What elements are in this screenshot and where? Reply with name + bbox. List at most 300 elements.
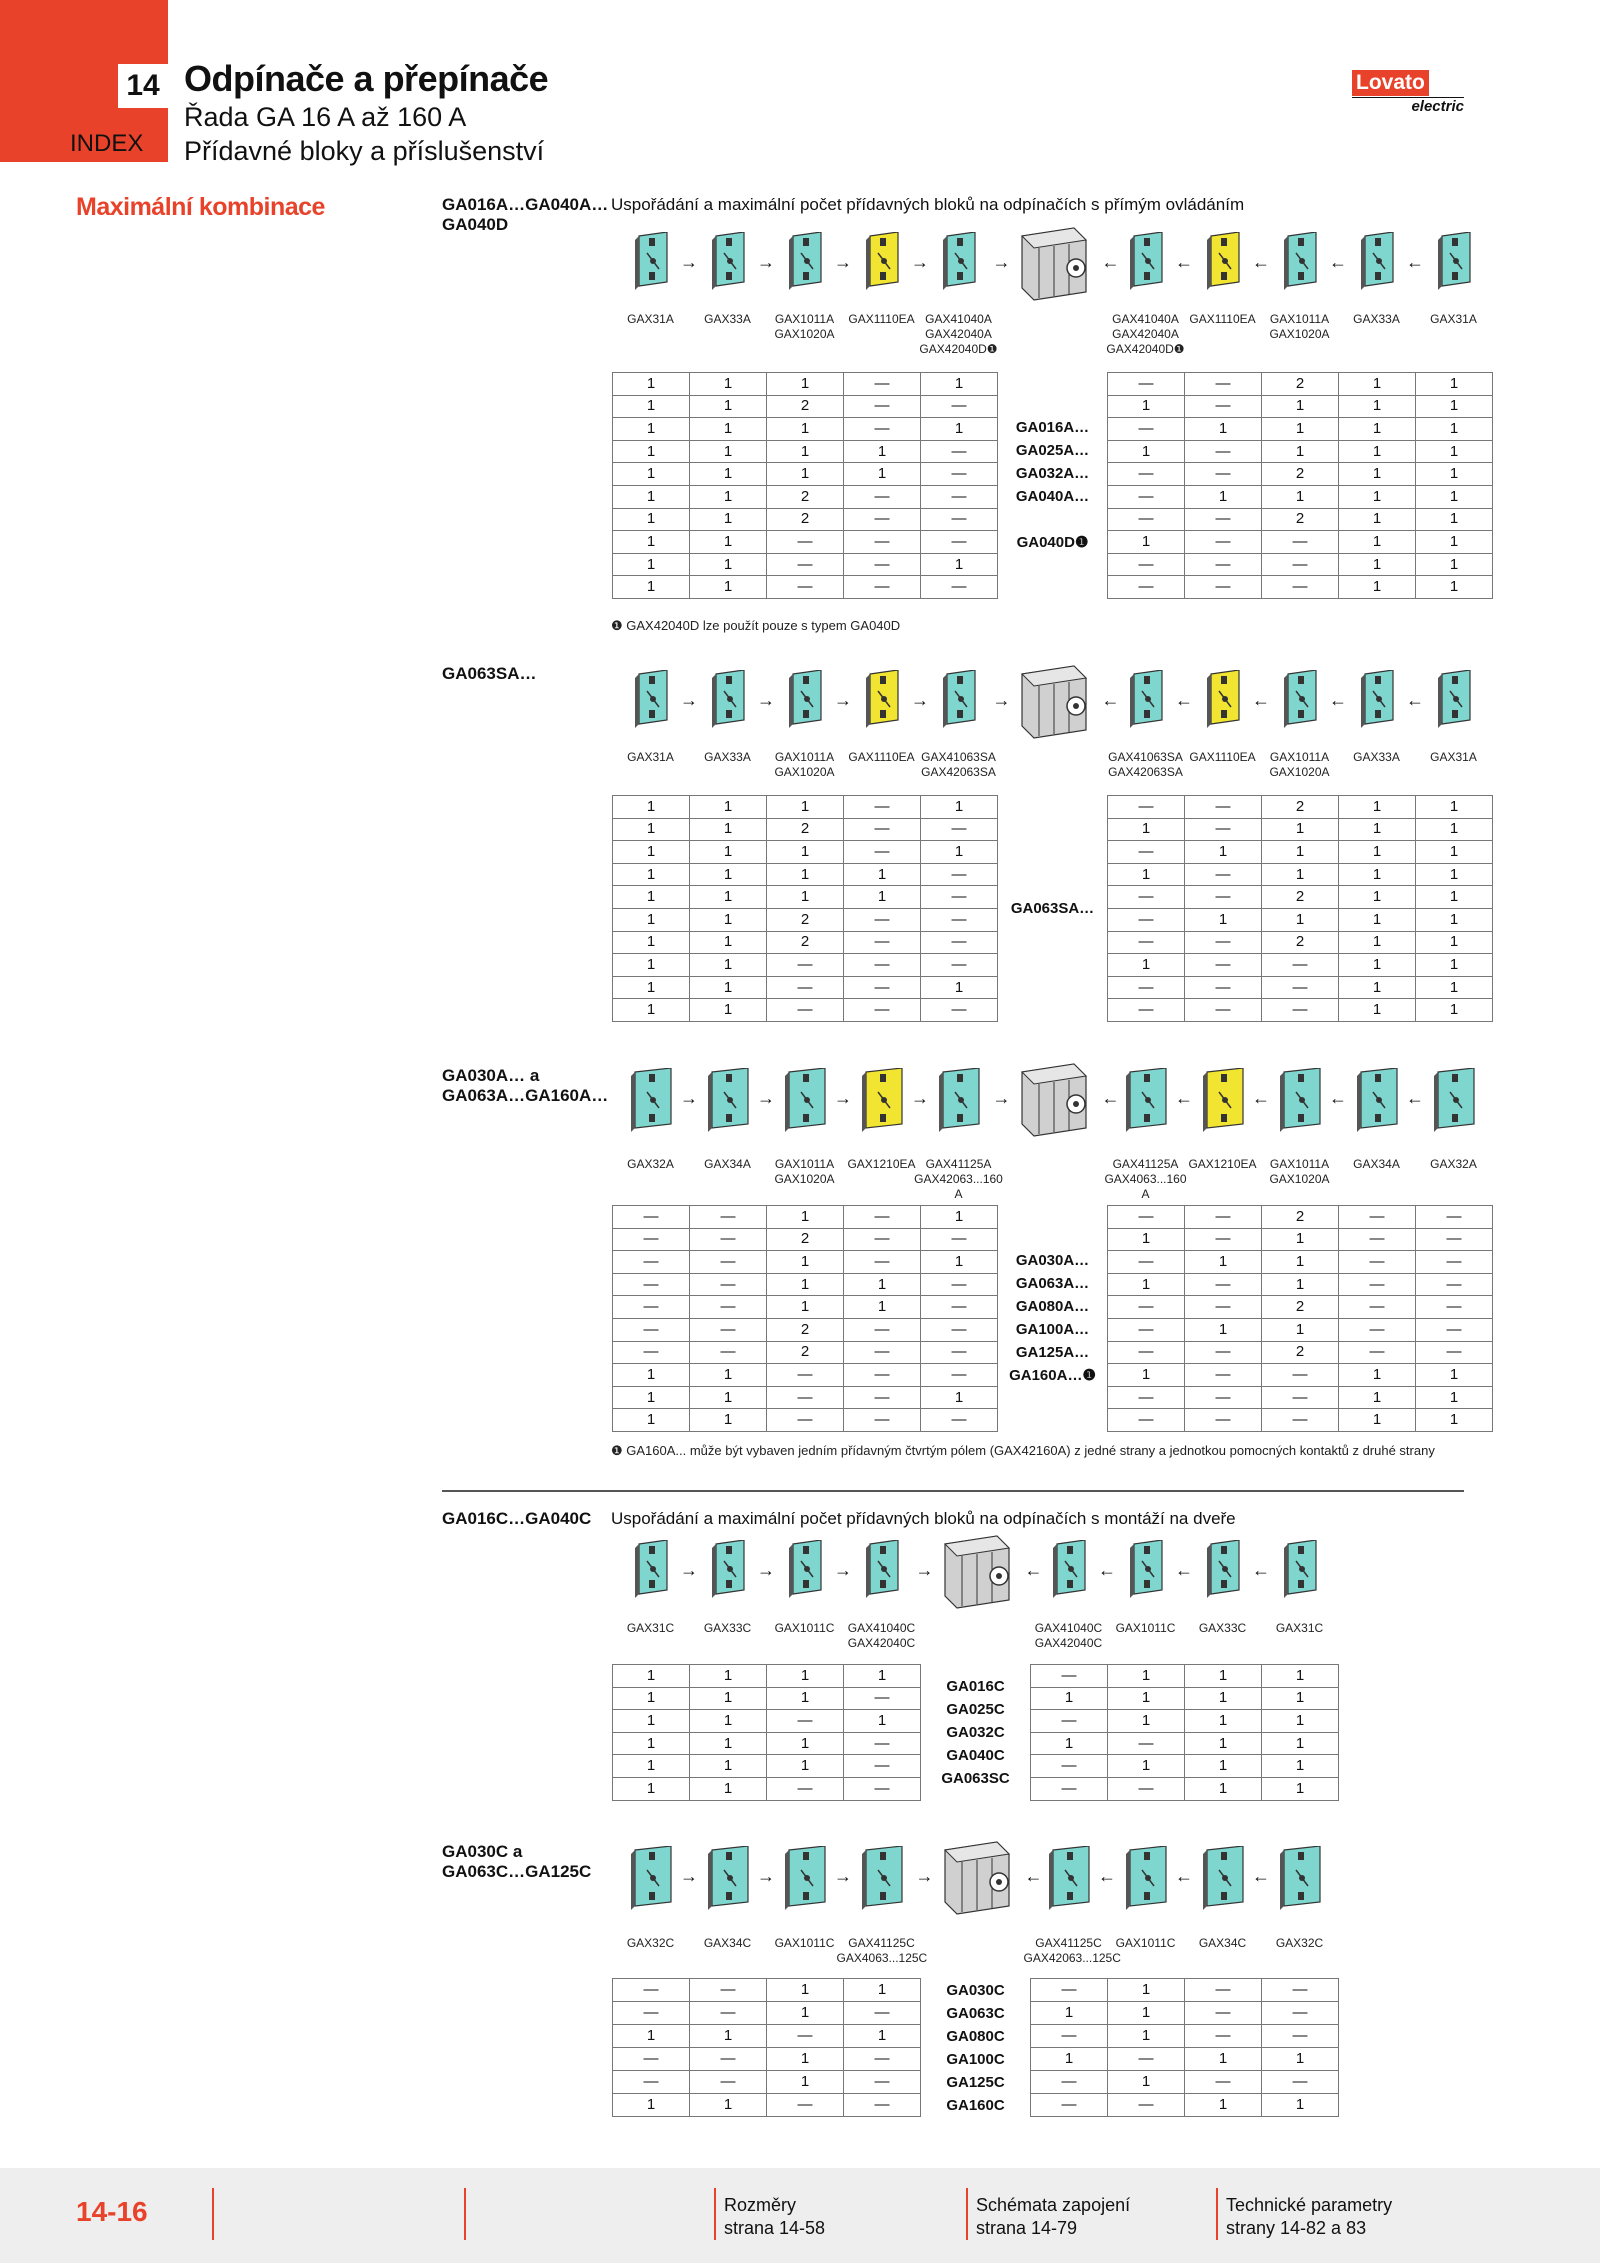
table-cell: — bbox=[921, 931, 998, 954]
table-cell: 1 bbox=[613, 1364, 690, 1387]
arrow-left-icon: ← bbox=[1101, 690, 1120, 710]
footnote: ❶ GA160A... může být vybaven jedním přídavným čtvrtým pólem (GAX42160A) z jedné strany a jednotkou pomocných kontaktů z druhé strany bbox=[611, 1443, 1435, 1458]
table-cell: 1 bbox=[613, 553, 690, 576]
table-cell: 1 bbox=[1416, 999, 1493, 1022]
device-code-line: GAX34C bbox=[703, 1936, 752, 1950]
table-cell: 1 bbox=[613, 395, 690, 418]
device-code bbox=[1255, 1621, 1345, 1636]
table-cell: 1 bbox=[1185, 841, 1262, 864]
table-cell: 2 bbox=[1262, 886, 1339, 909]
device-code-line: GAX33A bbox=[1353, 750, 1400, 764]
table-cell: — bbox=[844, 1341, 921, 1364]
arrow-right-icon: → bbox=[680, 1560, 698, 1580]
table-cell: — bbox=[613, 2071, 690, 2094]
device-code-line: GAX41125C bbox=[848, 1936, 915, 1950]
table-cell: 1 bbox=[767, 373, 844, 396]
table-cell: — bbox=[1185, 2071, 1262, 2094]
table-cell: 1 bbox=[613, 886, 690, 909]
section-label bbox=[442, 1066, 608, 1106]
model-name: GA040D❶ bbox=[1016, 534, 1089, 552]
aux-block-icon bbox=[1047, 1846, 1091, 1915]
device-code-line: GAX32A bbox=[627, 1157, 674, 1171]
table-cell: 1 bbox=[1339, 796, 1416, 819]
table-cell: — bbox=[921, 1318, 998, 1341]
table-cell: 1 bbox=[921, 553, 998, 576]
table-cell: — bbox=[767, 1710, 844, 1733]
device-code-line: GAX1011C bbox=[774, 1936, 835, 1950]
table-cell: — bbox=[1031, 1777, 1108, 1800]
device-code-line: GAX4063...160 A bbox=[1104, 1172, 1187, 1201]
table-cell: — bbox=[1108, 976, 1185, 999]
table-cell: 1 bbox=[690, 1732, 767, 1755]
yellow-block-icon bbox=[1205, 232, 1241, 295]
table-cell: 1 bbox=[767, 1251, 844, 1274]
table-cell: 1 bbox=[613, 373, 690, 396]
table-cell: 1 bbox=[690, 818, 767, 841]
table-cell: 2 bbox=[767, 1318, 844, 1341]
switch-disconnector-icon bbox=[937, 1534, 1013, 1615]
table-cell: — bbox=[1108, 508, 1185, 531]
table-cell: — bbox=[1185, 2002, 1262, 2025]
table-cell: — bbox=[1185, 863, 1262, 886]
table-cell: — bbox=[921, 485, 998, 508]
table-cell: 1 bbox=[844, 863, 921, 886]
table-cell: 1 bbox=[690, 463, 767, 486]
table-cell: 1 bbox=[921, 373, 998, 396]
table-cell: — bbox=[1339, 1206, 1416, 1229]
arrow-right-icon: → bbox=[757, 690, 775, 710]
table-cell: — bbox=[1185, 373, 1262, 396]
table-cell: 1 bbox=[1262, 1273, 1339, 1296]
table-cell: — bbox=[613, 1273, 690, 1296]
table-cell: 1 bbox=[1339, 485, 1416, 508]
device-code-line: GAX42040D❶ bbox=[919, 342, 998, 356]
table-cell: 1 bbox=[844, 1296, 921, 1319]
table-cell: — bbox=[921, 531, 998, 554]
table-cell: 1 bbox=[1416, 976, 1493, 999]
table-cell: 1 bbox=[613, 999, 690, 1022]
table-cell: — bbox=[1108, 1732, 1185, 1755]
table-cell: 1 bbox=[767, 463, 844, 486]
table-cell: 1 bbox=[1108, 818, 1185, 841]
table-cell: — bbox=[844, 576, 921, 599]
device-code-line: GAX1110EA bbox=[848, 312, 915, 326]
arrow-right-icon: → bbox=[911, 1088, 929, 1108]
table-cell: — bbox=[844, 1251, 921, 1274]
combination-table bbox=[612, 1205, 1493, 1432]
table-cell: 1 bbox=[690, 999, 767, 1022]
table-cell: — bbox=[844, 418, 921, 441]
table-cell: — bbox=[767, 553, 844, 576]
device-code-line: GAX41125C bbox=[1035, 1936, 1102, 1950]
table-row bbox=[613, 1665, 1339, 1688]
table-cell: — bbox=[921, 1296, 998, 1319]
device-code-line: GAX31A bbox=[1430, 750, 1477, 764]
footer-link-dimensions[interactable]: Rozměry strana 14-58 bbox=[724, 2195, 826, 2238]
table-cell: 1 bbox=[1262, 818, 1339, 841]
arrow-right-icon: → bbox=[834, 1560, 852, 1580]
table-cell: 1 bbox=[690, 553, 767, 576]
aux-block-icon bbox=[1124, 1846, 1168, 1915]
table-cell: — bbox=[844, 2002, 921, 2025]
table-cell: 2 bbox=[767, 395, 844, 418]
aux-block-icon bbox=[783, 1068, 827, 1137]
table-cell: 1 bbox=[844, 1979, 921, 2002]
table-cell: 1 bbox=[1416, 553, 1493, 576]
device-code-line: GAX42063SA bbox=[1108, 765, 1183, 779]
table-cell: — bbox=[1185, 1386, 1262, 1409]
table-cell: 1 bbox=[1416, 463, 1493, 486]
arrow-right-icon: → bbox=[911, 252, 929, 272]
aux-block-icon bbox=[1436, 232, 1472, 295]
device-code-line: GAX31C bbox=[626, 1621, 675, 1635]
device-code-line: GAX41040A bbox=[925, 312, 992, 326]
table-cell: — bbox=[1416, 1273, 1493, 1296]
yellow-block-icon bbox=[864, 670, 900, 733]
table-cell: — bbox=[844, 796, 921, 819]
table-cell: 1 bbox=[1339, 1409, 1416, 1432]
table-cell: 1 bbox=[690, 931, 767, 954]
table-cell: — bbox=[1031, 2025, 1108, 2048]
table-cell: 2 bbox=[1262, 796, 1339, 819]
arrow-left-icon: ← bbox=[1101, 1088, 1120, 1108]
table-cell: — bbox=[767, 531, 844, 554]
table-cell: 1 bbox=[767, 1273, 844, 1296]
footer-link-wiring[interactable]: Schémata zapojení strana 14-79 bbox=[976, 2195, 1131, 2238]
device-code-line: GAX32C bbox=[1275, 1936, 1324, 1950]
device-code-line: GAX41063SA bbox=[1108, 750, 1183, 764]
table-cell: — bbox=[690, 1296, 767, 1319]
table-cell: — bbox=[1185, 886, 1262, 909]
aux-block-icon bbox=[710, 232, 746, 295]
table-cell: — bbox=[767, 976, 844, 999]
table-cell: 1 bbox=[1262, 485, 1339, 508]
device-code-line: GAX41040C bbox=[847, 1621, 916, 1635]
table-cell: 1 bbox=[690, 1755, 767, 1778]
table-cell: — bbox=[690, 2071, 767, 2094]
table-cell: — bbox=[1185, 999, 1262, 1022]
table-cell: — bbox=[1416, 1318, 1493, 1341]
table-cell: 1 bbox=[1108, 2025, 1185, 2048]
table-cell: 1 bbox=[1339, 818, 1416, 841]
table-cell: 1 bbox=[767, 1755, 844, 1778]
table-cell: — bbox=[1108, 1386, 1185, 1409]
device-code-line: GAX1011C bbox=[1115, 1621, 1176, 1635]
device-code-line: GAX42040A bbox=[925, 327, 992, 341]
aux-block-icon bbox=[1355, 1068, 1399, 1137]
table-cell: — bbox=[767, 2094, 844, 2117]
table-cell: 1 bbox=[690, 2025, 767, 2048]
table-cell: 1 bbox=[690, 976, 767, 999]
table-cell: — bbox=[1108, 418, 1185, 441]
device-code-line: GAX41040C bbox=[1034, 1621, 1103, 1635]
footer-separator bbox=[464, 2188, 466, 2240]
device-code bbox=[1409, 1157, 1499, 1172]
table-cell: 1 bbox=[1416, 531, 1493, 554]
table-cell: 1 bbox=[1185, 1710, 1262, 1733]
device-code-line: GAX41063SA bbox=[921, 750, 996, 764]
table-cell: 1 bbox=[690, 440, 767, 463]
table-cell: 1 bbox=[1339, 841, 1416, 864]
table-cell: 1 bbox=[1108, 1710, 1185, 1733]
table-cell: 1 bbox=[1108, 863, 1185, 886]
table-cell: 1 bbox=[1031, 1687, 1108, 1710]
table-cell: 1 bbox=[1416, 395, 1493, 418]
table-cell: 1 bbox=[1108, 1273, 1185, 1296]
table-cell: 1 bbox=[844, 463, 921, 486]
table-cell: — bbox=[1185, 440, 1262, 463]
device-code-line: GAX1011A bbox=[1269, 312, 1330, 326]
table-cell: 1 bbox=[921, 418, 998, 441]
switch-disconnector-icon bbox=[937, 1840, 1013, 1921]
table-cell: 1 bbox=[613, 1777, 690, 1800]
aux-block-icon bbox=[706, 1846, 750, 1915]
device-code-line: GAX31A bbox=[1430, 312, 1477, 326]
table-cell: — bbox=[1108, 485, 1185, 508]
table-cell: 1 bbox=[1185, 1777, 1262, 1800]
model-name: GA063SC bbox=[941, 1769, 1010, 1787]
arrow-right-icon: → bbox=[992, 690, 1011, 710]
section-label-line: GA016A…GA040A… bbox=[442, 195, 609, 214]
table-cell: — bbox=[1108, 576, 1185, 599]
table-cell: 1 bbox=[1262, 2094, 1339, 2117]
aux-block-icon bbox=[1051, 1540, 1087, 1603]
table-cell: 1 bbox=[613, 418, 690, 441]
device-code-line: GAX42040C bbox=[1034, 1636, 1103, 1650]
table-cell: — bbox=[690, 1318, 767, 1341]
table-cell: 1 bbox=[1416, 863, 1493, 886]
table-cell: — bbox=[1108, 908, 1185, 931]
table-cell: 1 bbox=[1185, 1318, 1262, 1341]
table-cell: — bbox=[767, 1409, 844, 1432]
aux-block-icon bbox=[1359, 670, 1395, 733]
table-cell: — bbox=[844, 1364, 921, 1387]
table-cell: — bbox=[1108, 1409, 1185, 1432]
table-cell: 1 bbox=[844, 440, 921, 463]
table-cell: — bbox=[1108, 1206, 1185, 1229]
arrow-left-icon: ← bbox=[1406, 1088, 1424, 1108]
table-cell: — bbox=[613, 1296, 690, 1319]
arrow-left-icon: ← bbox=[1175, 1088, 1193, 1108]
table-cell: — bbox=[1416, 1296, 1493, 1319]
aux-block-icon bbox=[1282, 1540, 1318, 1603]
table-cell: — bbox=[1262, 1386, 1339, 1409]
table-cell: 1 bbox=[690, 576, 767, 599]
device-code bbox=[1409, 750, 1499, 765]
table-cell: 1 bbox=[1262, 1665, 1339, 1688]
model-name: GA063A… bbox=[1015, 1275, 1090, 1293]
table-cell: — bbox=[1185, 463, 1262, 486]
table-cell: — bbox=[1185, 1296, 1262, 1319]
table-cell: — bbox=[1262, 999, 1339, 1022]
table-cell: 1 bbox=[767, 1206, 844, 1229]
table-cell: 2 bbox=[767, 485, 844, 508]
device-code-line: GAX33A bbox=[1353, 312, 1400, 326]
table-cell: — bbox=[921, 508, 998, 531]
table-cell: — bbox=[844, 1386, 921, 1409]
table-cell: 1 bbox=[690, 1710, 767, 1733]
table-cell: 1 bbox=[690, 796, 767, 819]
combination-table bbox=[612, 795, 1493, 1022]
table-cell: 1 bbox=[1262, 908, 1339, 931]
footer-link-technical[interactable]: Technické parametry strany 14-82 a 83 bbox=[1226, 2195, 1393, 2238]
table-cell: — bbox=[613, 2048, 690, 2071]
table-cell: 2 bbox=[767, 508, 844, 531]
table-cell: — bbox=[767, 1364, 844, 1387]
model-name: GA125C bbox=[946, 2073, 1005, 2091]
table-cell: 1 bbox=[767, 1732, 844, 1755]
table-cell: — bbox=[767, 1777, 844, 1800]
table-cell: 1 bbox=[613, 796, 690, 819]
table-cell: — bbox=[1185, 531, 1262, 554]
table-cell: 1 bbox=[690, 1364, 767, 1387]
arrow-right-icon: → bbox=[757, 1560, 775, 1580]
device-code-line: GAX34A bbox=[1353, 1157, 1400, 1171]
table-cell: — bbox=[1185, 796, 1262, 819]
table-cell: — bbox=[1108, 886, 1185, 909]
device-code-line: GAX1011A bbox=[1269, 1157, 1330, 1171]
arrow-left-icon: ← bbox=[1252, 252, 1270, 272]
table-cell: 1 bbox=[1262, 1251, 1339, 1274]
table-cell: — bbox=[1339, 1251, 1416, 1274]
model-name: GA030C bbox=[946, 1981, 1005, 1999]
table-cell: — bbox=[1339, 1341, 1416, 1364]
table-cell: 1 bbox=[690, 508, 767, 531]
table-cell: — bbox=[844, 1228, 921, 1251]
table-cell: — bbox=[1416, 1206, 1493, 1229]
aux-block-icon bbox=[633, 670, 669, 733]
table-cell: 1 bbox=[1262, 395, 1339, 418]
table-cell: — bbox=[921, 818, 998, 841]
table-cell: 1 bbox=[613, 440, 690, 463]
table-cell: 1 bbox=[1185, 2048, 1262, 2071]
arrow-left-icon: ← bbox=[1252, 1088, 1270, 1108]
table-cell: — bbox=[1262, 976, 1339, 999]
device-code-line: GAX1020A bbox=[774, 327, 835, 341]
table-cell: — bbox=[1031, 1755, 1108, 1778]
table-cell: 1 bbox=[1339, 508, 1416, 531]
yellow-block-icon bbox=[1205, 670, 1241, 733]
table-cell: 1 bbox=[1339, 908, 1416, 931]
table-cell: 1 bbox=[690, 841, 767, 864]
table-cell: 2 bbox=[767, 908, 844, 931]
table-cell: 2 bbox=[1262, 373, 1339, 396]
table-cell: — bbox=[844, 954, 921, 977]
aux-block-icon bbox=[787, 670, 823, 733]
arrow-right-icon: → bbox=[680, 1866, 698, 1886]
table-cell: — bbox=[1108, 553, 1185, 576]
device-code-line: GAX33C bbox=[703, 1621, 752, 1635]
device-code-line: GAX34A bbox=[704, 1157, 751, 1171]
device-code-line: GAX1020A bbox=[774, 765, 835, 779]
device-code-line: GAX42063...125C bbox=[1023, 1951, 1121, 1965]
table-cell: 1 bbox=[1339, 373, 1416, 396]
table-cell: — bbox=[1185, 2025, 1262, 2048]
table-cell: — bbox=[613, 1206, 690, 1229]
table-cell: 1 bbox=[1416, 508, 1493, 531]
device-code-line: GAX1020A bbox=[1269, 765, 1330, 779]
table-cell: 1 bbox=[1416, 841, 1493, 864]
table-cell: 1 bbox=[1262, 1687, 1339, 1710]
index-link[interactable]: INDEX bbox=[70, 130, 144, 157]
table-cell: — bbox=[844, 373, 921, 396]
aux-block-icon bbox=[1205, 1540, 1241, 1603]
device-code-line: GAX1210EA bbox=[847, 1157, 916, 1171]
table-cell: 1 bbox=[1339, 954, 1416, 977]
aux-block-icon bbox=[706, 1068, 750, 1137]
model-list bbox=[921, 1979, 1031, 2117]
arrow-left-icon: ← bbox=[1329, 690, 1347, 710]
table-cell: — bbox=[1031, 2094, 1108, 2117]
aux-block-icon bbox=[1359, 232, 1395, 295]
table-cell: 1 bbox=[844, 1273, 921, 1296]
aux-block-icon bbox=[633, 232, 669, 295]
table-cell: — bbox=[1262, 2071, 1339, 2094]
table-row bbox=[613, 373, 1493, 396]
arrow-left-icon: ← bbox=[1252, 1866, 1270, 1886]
table-cell: 1 bbox=[1108, 1228, 1185, 1251]
arrow-right-icon: → bbox=[915, 1560, 934, 1580]
device-code-line: GAX41125A bbox=[925, 1157, 992, 1171]
table-cell: — bbox=[921, 463, 998, 486]
table-cell: 1 bbox=[1416, 1386, 1493, 1409]
arrow-left-icon: ← bbox=[1406, 252, 1424, 272]
device-code-line: GAX33C bbox=[1198, 1621, 1247, 1635]
table-cell: 1 bbox=[613, 2094, 690, 2117]
table-cell: — bbox=[767, 2025, 844, 2048]
table-cell: — bbox=[844, 531, 921, 554]
table-cell: 1 bbox=[767, 418, 844, 441]
table-cell: — bbox=[1108, 2048, 1185, 2071]
table-cell: 1 bbox=[1416, 908, 1493, 931]
model-name: GA032A… bbox=[1015, 465, 1090, 483]
table-cell: 1 bbox=[921, 796, 998, 819]
table-cell: 1 bbox=[1262, 1318, 1339, 1341]
table-cell: 1 bbox=[690, 954, 767, 977]
table-cell: 1 bbox=[690, 395, 767, 418]
yellow-block-icon bbox=[1201, 1068, 1245, 1137]
section-label bbox=[442, 195, 608, 235]
table-cell: — bbox=[844, 1206, 921, 1229]
table-cell: — bbox=[1185, 576, 1262, 599]
arrow-right-icon: → bbox=[757, 1088, 775, 1108]
table-cell: 1 bbox=[1185, 2094, 1262, 2117]
table-cell: — bbox=[844, 1777, 921, 1800]
model-list bbox=[998, 796, 1108, 1022]
table-cell: 1 bbox=[613, 954, 690, 977]
table-cell: 1 bbox=[1339, 1386, 1416, 1409]
model-list bbox=[998, 1206, 1108, 1432]
table-cell: — bbox=[1185, 1979, 1262, 2002]
table-cell: 1 bbox=[613, 1732, 690, 1755]
section-label-line: GA040D bbox=[442, 215, 509, 234]
table-cell: — bbox=[1185, 1341, 1262, 1364]
table-cell: — bbox=[921, 1409, 998, 1432]
aux-block-icon bbox=[629, 1846, 673, 1915]
device-code-line: GAX42063...160 A bbox=[914, 1172, 1003, 1201]
table-cell: — bbox=[1031, 1979, 1108, 2002]
table-cell: — bbox=[921, 576, 998, 599]
table-cell: 1 bbox=[1262, 1228, 1339, 1251]
table-cell: 1 bbox=[844, 2025, 921, 2048]
table-cell: 1 bbox=[690, 373, 767, 396]
table-cell: — bbox=[613, 1979, 690, 2002]
arrow-right-icon: → bbox=[992, 1088, 1011, 1108]
table-cell: 1 bbox=[1185, 1687, 1262, 1710]
table-cell: 1 bbox=[1416, 440, 1493, 463]
table-cell: 1 bbox=[1108, 2071, 1185, 2094]
table-cell: 1 bbox=[1416, 485, 1493, 508]
